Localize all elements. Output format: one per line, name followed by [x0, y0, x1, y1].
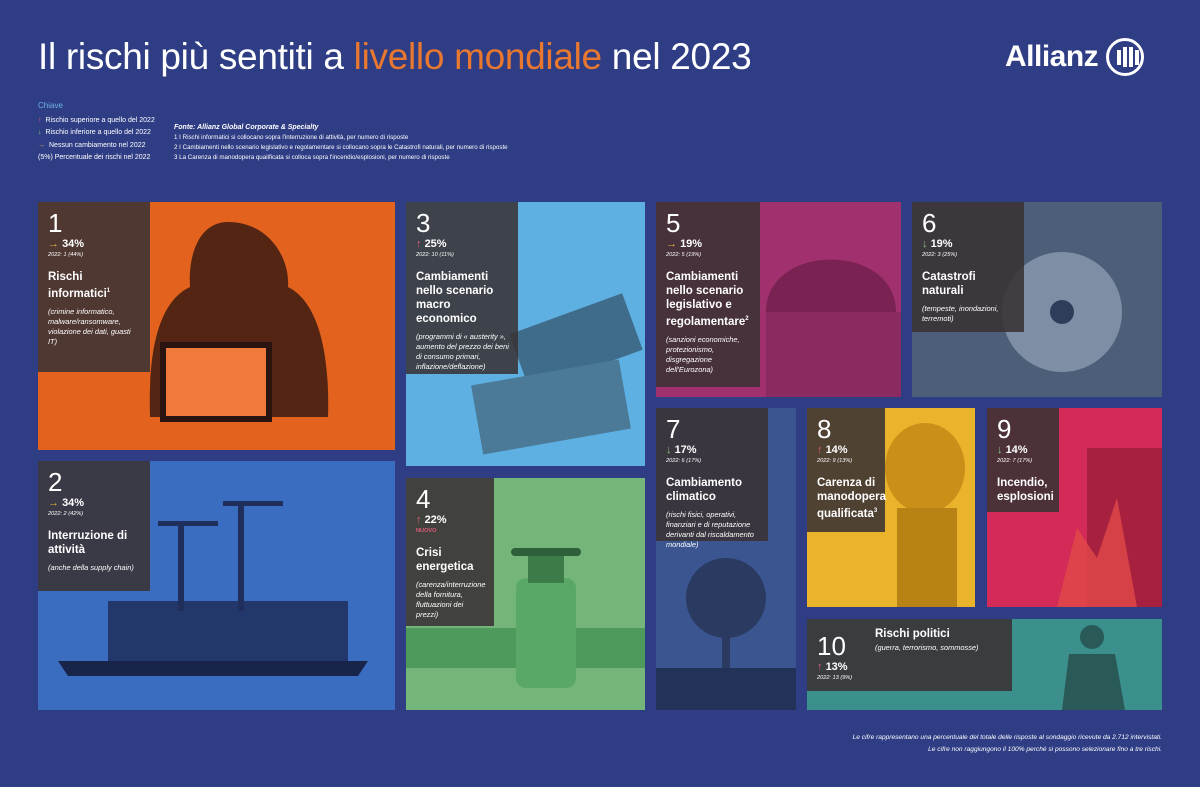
risk-name — [666, 270, 751, 329]
risk-tile-5 — [656, 202, 901, 397]
legend-item-down — [38, 127, 155, 140]
arrow-down-icon: ↓ — [38, 129, 42, 136]
footnote — [853, 732, 1162, 756]
legend-item-percent — [38, 152, 155, 165]
title-part-2: nel 2023 — [601, 36, 752, 77]
risk-percent-value: 14% — [825, 444, 848, 456]
arrow-right-icon: → — [48, 497, 59, 509]
risk-label — [406, 202, 518, 374]
risk-rank: 6 — [922, 208, 937, 238]
risk-name-text: Rischi informatici — [48, 271, 107, 300]
risk-label — [807, 619, 1012, 691]
arrow-up-icon: ↑ — [38, 116, 42, 124]
footnote-line: Le cifre rappresentano una percentuale del totale delle risposte al sondaggio ricevute da 2.712 intervistati. — [852, 734, 1162, 741]
legend-title: Chiave — [38, 101, 63, 110]
brand-name: Allianz — [1005, 40, 1099, 73]
risk-percent-value: 25% — [424, 238, 447, 250]
legend-label: (5%) Percentuale dei rischi nel 2022 — [38, 154, 151, 161]
arrow-down-icon: ↓ — [666, 444, 672, 456]
risk-name-text: Carenza di manodopera qualificata — [817, 477, 887, 520]
legend-label: Nessun cambiamento nel 2022 — [49, 141, 146, 149]
risk-2022: 2022: 3 (25%) — [922, 252, 958, 258]
risk-2022: 2022: 13 (9%) — [817, 675, 853, 681]
risk-2022: 2022: 6 (17%) — [666, 458, 702, 464]
risk-tile-3 — [406, 202, 645, 466]
risk-2022: 2022: 10 (11%) — [416, 252, 454, 258]
risk-percent — [416, 238, 509, 250]
risk-description: (tempeste, inondazioni, terremoti) — [922, 304, 999, 323]
risk-percent — [997, 444, 1050, 456]
risk-new-badge: NUOVO — [416, 528, 437, 534]
risk-description: (carenza/interruzione della fornitura, fluttuazioni dei prezzi) — [416, 580, 486, 619]
source-block — [174, 123, 508, 163]
risk-name: Cambiamento climatico — [666, 477, 743, 503]
legend-label: Rischio inferiore a quello del 2022 — [45, 129, 151, 136]
risk-name: Catastrofi naturali — [922, 271, 976, 297]
risk-percent — [48, 238, 141, 250]
risk-percent-value: 34% — [62, 497, 85, 509]
risk-percent — [922, 238, 1015, 250]
risk-rank: 2 — [48, 467, 63, 497]
risk-name: Crisi energetica — [416, 547, 474, 573]
risk-label-right — [865, 627, 979, 681]
risk-percent-value: 34% — [62, 238, 85, 250]
risk-label — [38, 202, 150, 372]
risk-percent-value: 13% — [825, 661, 848, 673]
risk-rank: 5 — [666, 208, 681, 238]
risk-percent — [817, 661, 865, 673]
risk-rank: 8 — [817, 414, 832, 444]
risk-name: Incendio, esplosioni — [997, 477, 1054, 503]
risk-name-text: Cambiamenti nello scenario legislativo e regolamentare — [666, 271, 746, 328]
risk-description: (crimine informatico, malware/ransomware, violazione dei dati, guasti IT) — [48, 306, 131, 346]
risk-description: (sanzioni economiche, protezionismo, disgregazione dell'Eurozona) — [666, 334, 740, 374]
risk-tile-9 — [987, 408, 1162, 607]
allianz-logo — [1005, 38, 1144, 76]
risk-tile-8 — [807, 408, 975, 607]
risk-rank: 7 — [666, 414, 681, 444]
arrow-down-icon: ↓ — [997, 444, 1003, 456]
risk-percent — [48, 497, 141, 509]
footnote-line: Le cifre non raggiungono il 100% perché si possono selezionare fino a tre rischi. — [928, 746, 1162, 753]
risk-tile-6 — [912, 202, 1162, 397]
risk-description: (anche della supply chain) — [48, 563, 134, 572]
risk-percent — [416, 514, 485, 526]
risk-percent — [666, 238, 751, 250]
arrow-right-icon: → — [38, 141, 45, 149]
risk-tile-1 — [38, 202, 395, 450]
risk-rank: 1 — [48, 208, 63, 238]
risk-2022: 2022: 2 (42%) — [48, 511, 84, 517]
risk-label — [987, 408, 1059, 512]
risk-rank: 3 — [416, 208, 431, 238]
arrow-up-icon: ↑ — [416, 238, 422, 250]
risk-label — [406, 478, 494, 626]
allianz-eagle-icon — [1106, 38, 1144, 76]
risk-label — [656, 408, 768, 549]
title-accent: livello mondiale — [353, 36, 602, 77]
footnote-ref: 1 — [106, 288, 111, 294]
risk-tile-4 — [406, 478, 645, 710]
risk-percent — [817, 444, 876, 456]
source-note: 1 I Rischi informatici si collocano sopra l'interruzione di attività, per numero di risposte — [174, 134, 409, 141]
risk-description: (guerra, terrorismo, sommosse) — [875, 643, 979, 652]
risk-name: Cambiamenti nello scenario macro economico — [416, 271, 494, 325]
arrow-up-icon: ↑ — [416, 514, 422, 526]
risk-label — [912, 202, 1024, 332]
risk-description: (programmi di « austerity », aumento del prezzo dei beni di consumo primari, inflazione/deflazione) — [416, 332, 509, 371]
risk-rank: 4 — [416, 484, 431, 514]
source-note: 3 La Carenza di manodopera qualificata si colloca sopra l'incendio/esplosioni, per numero di risposte — [174, 154, 450, 161]
risk-percent-value: 14% — [1005, 444, 1028, 456]
legend-label: Rischio superiore a quello del 2022 — [45, 116, 155, 124]
risk-percent-value: 19% — [680, 238, 703, 250]
arrow-right-icon: → — [666, 238, 677, 250]
risk-rank: 9 — [997, 414, 1012, 444]
risk-name: Interruzione di attività — [48, 530, 128, 556]
risk-label-left — [817, 627, 865, 681]
risk-label — [807, 408, 885, 532]
source-title: Fonte: Allianz Global Corporate & Specialty — [174, 124, 319, 131]
arrow-up-icon: ↑ — [817, 661, 823, 673]
risk-name: Rischi politici — [875, 628, 950, 640]
legend-item-up — [38, 115, 155, 128]
risk-2022: 2022: 7 (17%) — [997, 458, 1033, 464]
title-part-1: Il rischi più sentiti a — [38, 36, 354, 77]
risk-name — [48, 270, 141, 301]
risk-label — [38, 461, 150, 591]
risk-2022: 2022: 5 (19%) — [666, 252, 702, 258]
arrow-right-icon: → — [48, 238, 59, 250]
risk-description: (rischi fisici, operativi, finanziari e di reputazione derivanti dal riscaldamento mondiale) — [666, 510, 754, 549]
risk-tile-10 — [807, 619, 1162, 710]
risk-tile-2 — [38, 461, 395, 710]
legend — [38, 100, 155, 165]
risk-2022: 2022: 1 (44%) — [48, 252, 84, 258]
page-title — [38, 36, 751, 78]
legend-item-same — [38, 140, 155, 153]
source-note: 2 I Cambiamenti nello scenario legislativo e regolamentare si collocano sopra le Catastrofi naturali, per numero di risposte — [174, 144, 508, 151]
risk-tile-7 — [656, 408, 796, 710]
risk-percent-value: 19% — [930, 238, 953, 250]
risk-2022: 2022: 9 (13%) — [817, 458, 853, 464]
risk-name — [817, 476, 887, 521]
risk-percent — [666, 444, 759, 456]
risk-percent-value: 22% — [424, 514, 447, 526]
footnote-ref: 2 — [745, 316, 749, 322]
footnote-ref: 3 — [873, 508, 878, 514]
arrow-up-icon: ↑ — [817, 444, 823, 456]
risk-label — [656, 202, 760, 387]
arrow-down-icon: ↓ — [922, 238, 928, 250]
risk-percent-value: 17% — [674, 444, 697, 456]
risk-rank: 10 — [817, 631, 846, 661]
